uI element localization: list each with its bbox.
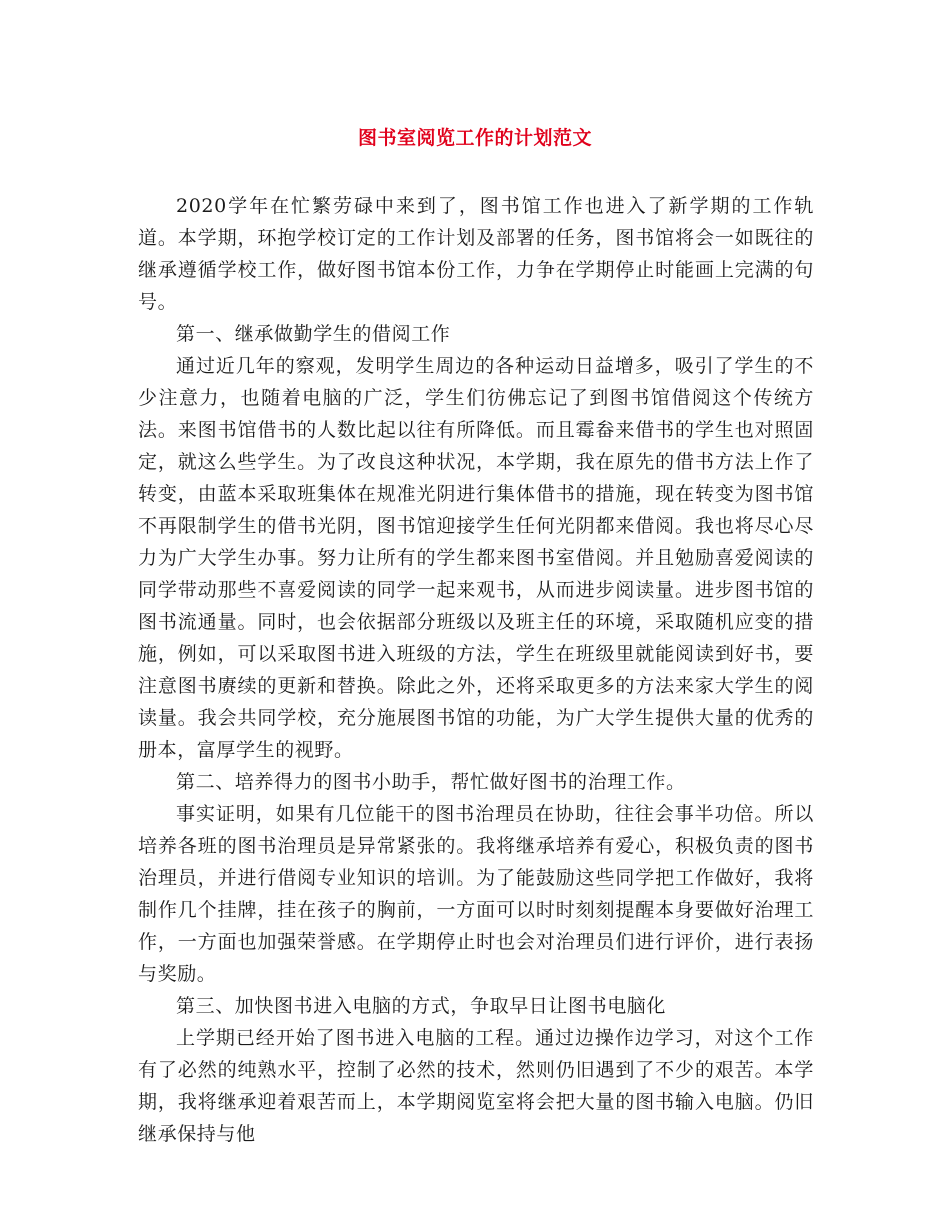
document-body: [138, 190, 814, 1150]
paragraph-section-2: 事实证明，如果有几位能干的图书治理员在协助，往往会事半功倍。所以培养各班的图书治理员是异常紧张的。我将继承培养有爱心，积极负责的图书治理员，并进行借阅专业知识的培训。为了能鼓励这些同学把工作做好，我将制作几个挂牌，挂在孩子的胸前，一方面可以时时刻刻提醒本身要做好治理工作，一方面也加强荣誉感。在学期停止时也会对治理员们进行评价，进行表扬与奖励。: [138, 803, 814, 985]
section-heading-3: 第三、加快图书进入电脑的方式，争取早日让图书电脑化: [176, 995, 667, 1017]
paragraph-section-1: 通过近几年的察观，发明学生周边的各种运动日益增多，吸引了学生的不少注意力，也随着电脑的广泛，学生们彷佛忘记了到图书馆借阅这个传统方法。来图书馆借书的人数比起以往有所降低。而且霉畚来借书的学生也对照固定，就这么些学生。为了改良这种状况，本学期，我在原先的借书方法上作了转变，由蓝本采取班集体在规准光阴进行集体借书的措施，现在转变为图书馆不再限制学生的借书光阴，图书馆迎接学生任何光阴都来借阅。我也将尽心尽力为广大学生办事。努力让所有的学生都来图书室借阅。并且勉励喜爱阅读的同学带动那些不喜爱阅读的同学一起来观书，从而进步阅读量。进步图书馆的图书流通量。同时，也会依据部分班级以及班主任的环境，采取随机应变的措施，例如，可以采取图书进入班级的方法，学生在班级里就能阅读到好书，要注意图书赓续的更新和替换。除此之外，还将采取更多的方法来家大学生的阅读量。我会共同学校，充分施展图书馆的功能，为广大学生提供大量的优秀的册本，富厚学生的视野。: [138, 355, 814, 761]
document-title: 图书室阅览工作的计划范文: [357, 127, 592, 149]
paragraph-section-3: 上学期已经开始了图书进入电脑的工程。通过边操作边学习，对这个工作有了必然的纯熟水平，控制了必然的技术，然则仍旧遇到了不少的艰苦。本学期，我将继承迎着艰苦而上，本学期阅览室将会把大量的图书输入电脑。仍旧继承保持与他: [138, 1027, 814, 1145]
section-heading-2: 第二、培养得力的图书小助手，帮忙做好图书的治理工作。: [176, 771, 686, 793]
section-heading-1: 第一、继承做勤学生的借阅工作: [176, 323, 451, 345]
paragraph-intro: 2020学年在忙繁劳碌中来到了，图书馆工作也进入了新学期的工作轨道。本学期，环抱学校订定的工作计划及部署的任务，图书馆将会一如既往的继承遵循学校工作，做好图书馆本份工作，力争在学期停止时能画上完满的句号。: [138, 195, 814, 313]
